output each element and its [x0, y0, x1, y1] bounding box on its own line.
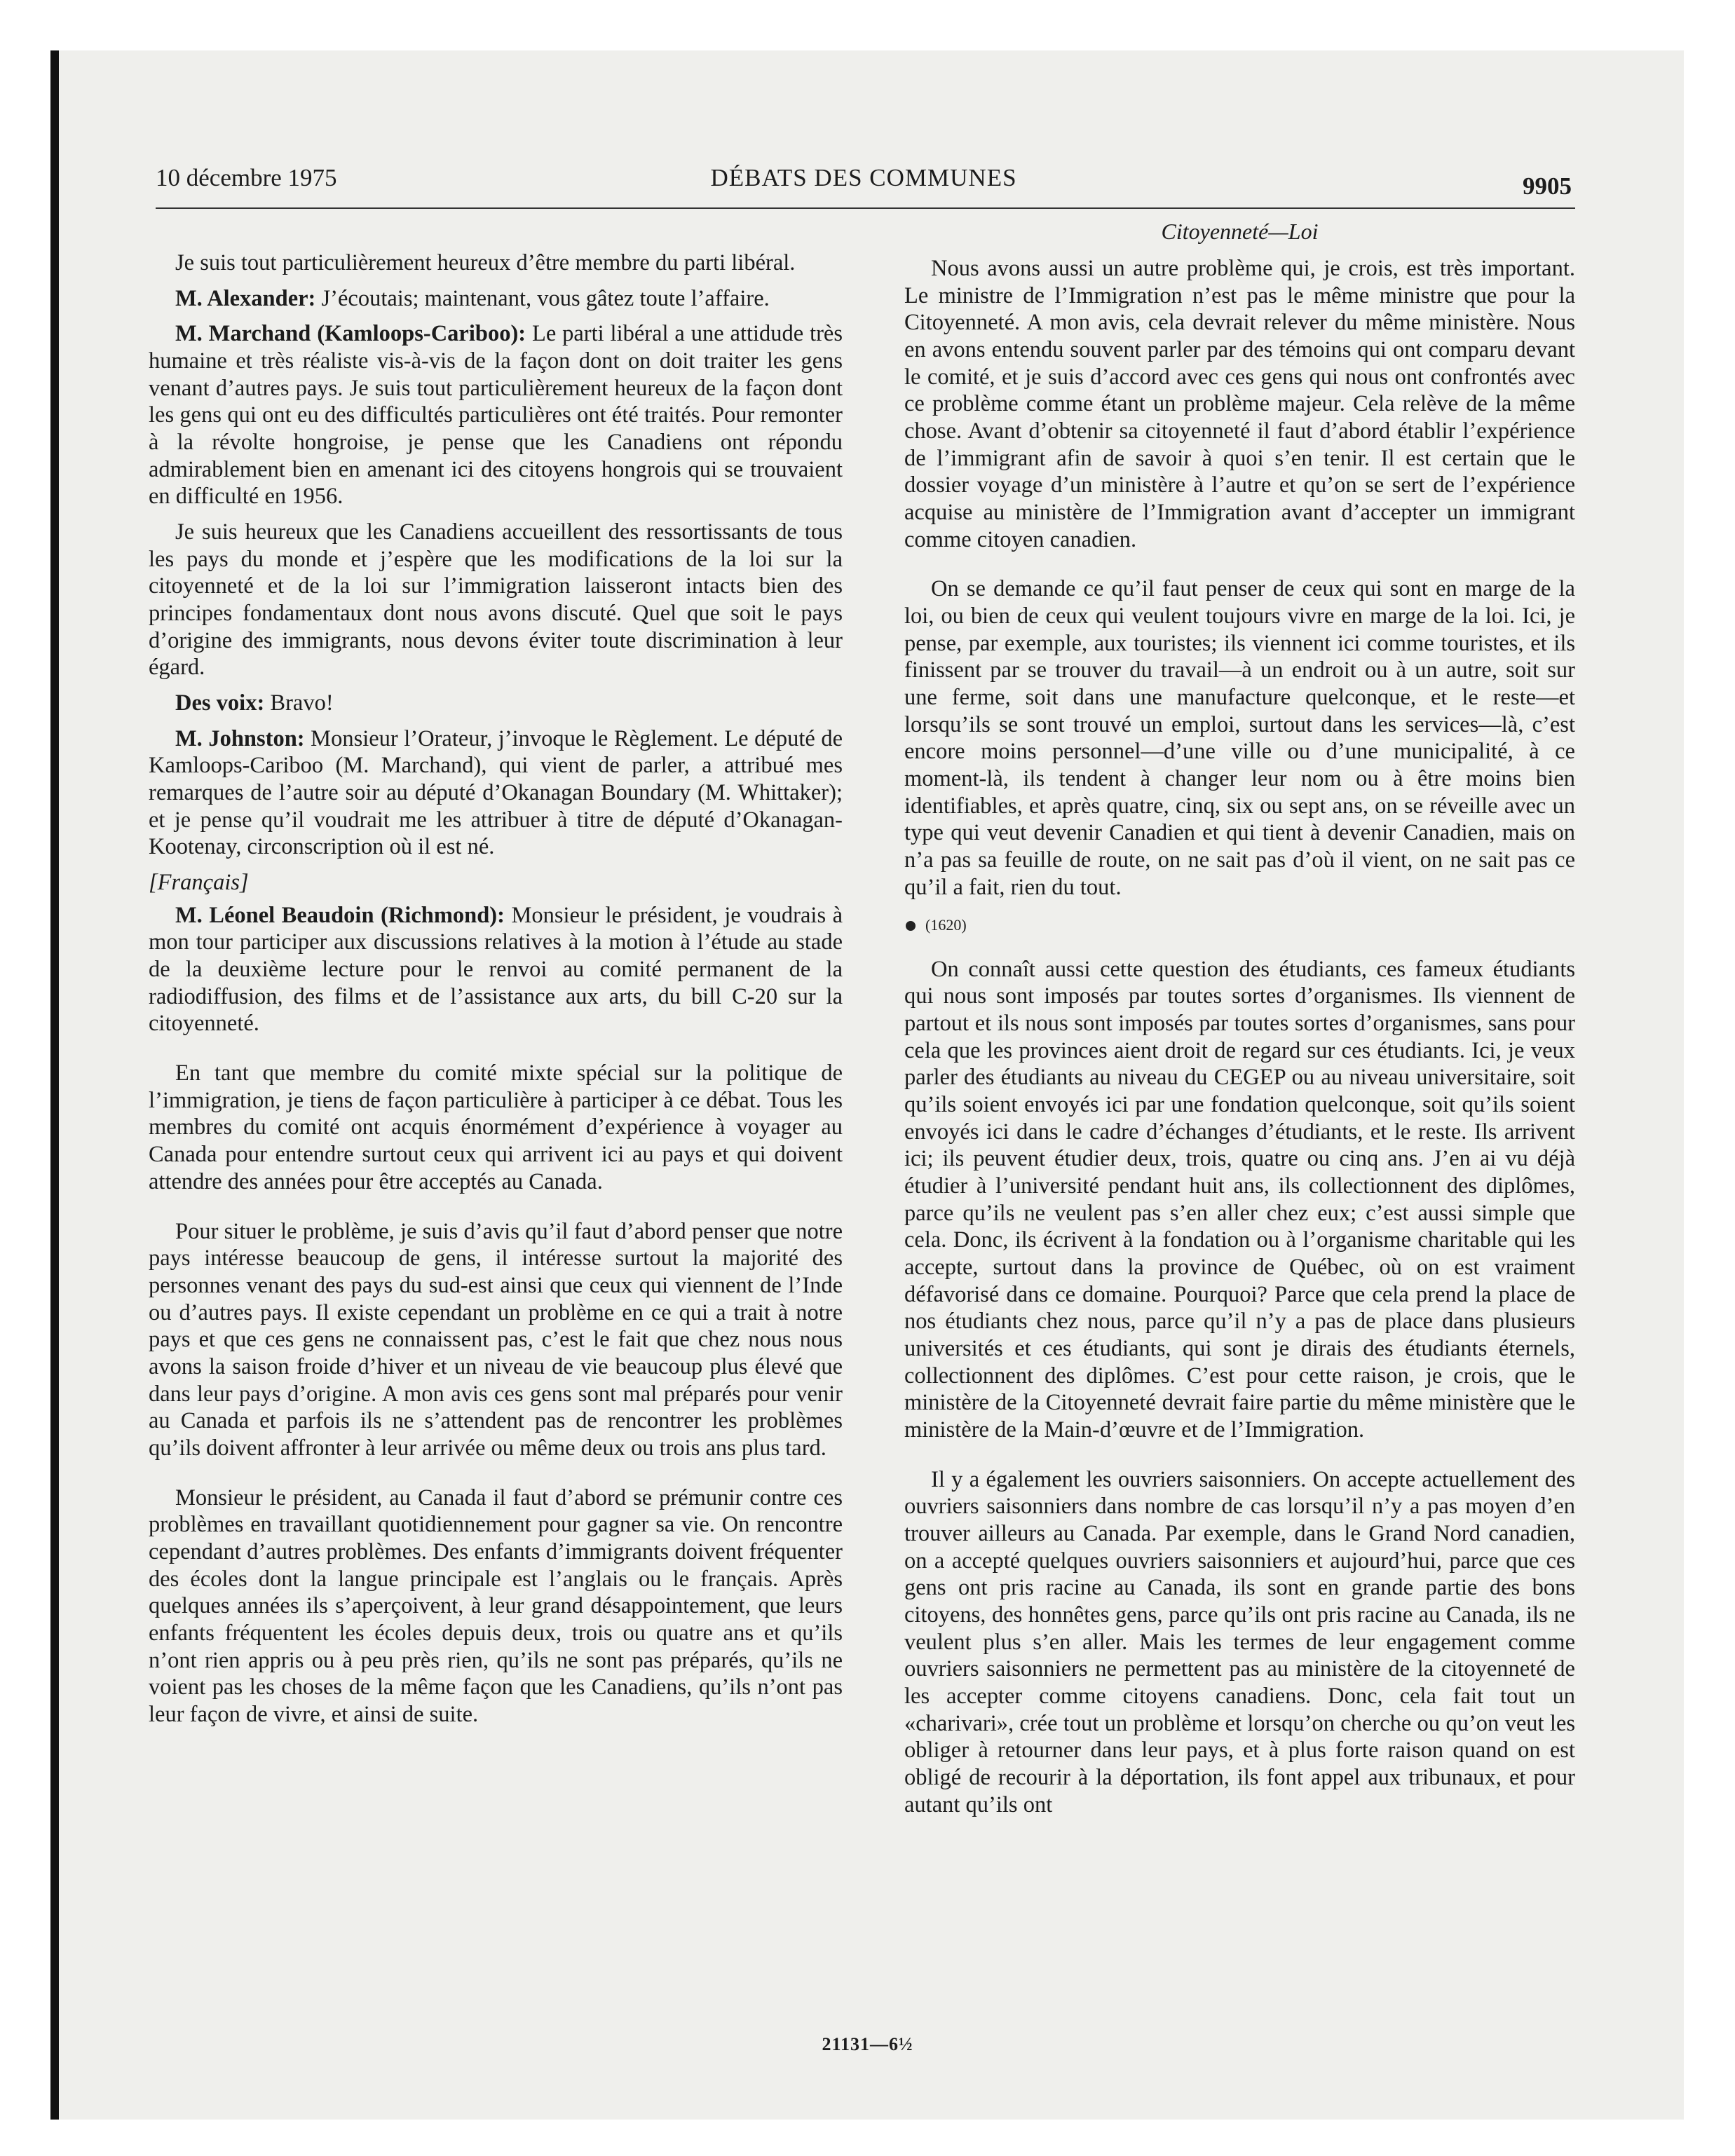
- paragraph-text: Bravo!: [264, 690, 334, 716]
- paragraph-text: En tant que membre du comité mixte spécial sur la politique de l’immigration, je tiens de façon particulière à participer à ce débat. Tous les membres du comité ont acquis énormément d’expérience à voyager au Canada pour entendre surtout ceux qui arrivent ici au pays et qui doivent attendre des années pour être acceptés au Canada.: [149, 1060, 843, 1194]
- paragraph: [149, 320, 843, 510]
- paragraph: [149, 519, 843, 681]
- speaker-name: M. Léonel Beaudoin (Richmond):: [175, 902, 505, 928]
- paragraph: [904, 575, 1575, 901]
- paragraph: [149, 285, 843, 313]
- paragraph-text: Il y a également les ouvriers saisonniers. On accepte actuellement des ouvriers saisonniers dans nombre de cas lorsqu’il n’y a pas moyen d’en trouver ailleurs au Canada. Par exemple, dans le Grand Nord canadien, on a accepté quelques ouvriers saisonniers et aujourd’hui, parce que ces gens ont pris racine au Canada, ils sont en grande partie des bons citoyens, des honnêtes gens, parce qu’ils ont pris racine au Canada, ils ne veulent plus s’en aller. Mais les termes de leur engagement comme ouvriers saisonniers ne permettent pas au ministère de la citoyenneté de les accepter comme citoyens canadiens. Donc, cela fait tout un «charivari», crée tout un problème et lorsqu’on cherche ou qu’on veut les obliger à retourner dans leur pays, et à plus forte raison quand on est obligé de recourir à la déportation, ils font appel aux tribunaux, et pour autant qu’ils ont: [904, 1466, 1575, 1817]
- bullet-icon: [906, 921, 916, 931]
- paragraph: [149, 725, 843, 861]
- paragraph-text: Je suis heureux que les Canadiens accueillent des ressortissants de tous les pays du monde et j’espère que les modifications de la loi sur la citoyenneté et de la loi sur l’immigration laisseront intacts bien des principes fondamentaux dont nous avons discuté. Quel que soit le pays d’origine des immigrants, nous devons éviter toute discrimination à leur égard.: [149, 519, 843, 681]
- paragraph: [904, 1466, 1575, 1819]
- time-marker-text: (1620): [925, 916, 967, 934]
- paragraph: [149, 902, 843, 1037]
- paragraph: [149, 1485, 843, 1728]
- binding-edge: [50, 50, 59, 2120]
- running-head: Citoyenneté—Loi: [1161, 219, 1319, 244]
- paragraph: [904, 255, 1575, 553]
- speaker-name: M. Alexander:: [175, 285, 316, 311]
- paragraph-text: Je suis tout particulièrement heureux d’être membre du parti libéral.: [175, 250, 796, 275]
- paragraph: [149, 250, 843, 277]
- paragraph: [149, 1060, 843, 1195]
- paragraph-text: Monsieur l’Orateur, j’invoque le Règlement. Le député de Kamloops-Cariboo (M. Marchand), qui vient de parler, a attribué mes remarques de l’autre soir au député d’Okanagan Boundary (M. Whittaker); et je pense qu’il voudrait me les attribuer à titre de député d’Okanagan-Kootenay, circonscription où il est né.: [149, 725, 843, 860]
- paragraph-text: Pour situer le problème, je suis d’avis qu’il faut d’abord penser que notre pays intéresse beaucoup de gens, il intéresse surtout la majorité des personnes venant des pays du sud-est ainsi que ceux qui viennent de l’Inde ou d’autres pays. Il existe cependant un problème en ce qui a trait à notre pays et que ces gens ne connaissent pas, c’est le fait que chez nous nous avons la saison froide d’hiver et un niveau de vie beaucoup plus élevé que dans leur pays d’origine. A mon avis ces gens sont mal préparés pour venir au Canada et parfois ils ne s’attendent pas de rencontrer les problèmes qu’ils doivent affronter à leur arrivée ou même deux ou trois ans plus tard.: [149, 1218, 843, 1461]
- right-column: [904, 255, 1575, 1827]
- footer-code: 21131—6½: [822, 2034, 913, 2054]
- speaker-name: M. Marchand (Kamloops-Cariboo):: [175, 321, 526, 347]
- language-marker: [Français]: [149, 870, 249, 896]
- page-number: 9905: [1523, 172, 1572, 200]
- header-title: DÉBATS DES COMMUNES: [710, 164, 1017, 191]
- paragraph: [149, 690, 843, 717]
- paragraph-text: On connaît aussi cette question des étudiants, ces fameux étudiants qui nous sont imposés par toutes sortes d’organismes. Ils viennent de partout et ils nous sont imposés par toutes sortes d’organismes, sans pour cela que les provinces aient droit de regard sur ces étudiants. Ici, je veux parler des étudiants au niveau du CEGEP ou au niveau universitaire, soit qu’ils soient envoyés ici par une fondation quelconque, soit qu’ils soient envoyés ici dans le cadre d’échanges d’étudiants, et le reste. Ils arrivent ici; ils peuvent étudier deux, trois, quatre ou cinq ans. J’en ai vu déjà étudier à l’université pendant huit ans, ils collectionnent des diplômes, parce qu’ils ne veulent pas s’en aller chez eux; c’est aussi simple que cela. Donc, ils écrivent à la fondation ou à l’organisme charitable qui les accepte, surtout dans la province de Québec, où on est vraiment défavorisé dans ce domaine. Pourquoi? Parce que cela prend la place de nos étudiants chez nous, parce qu’il n’y a pas de place dans plusieurs universités et ces étudiants, qui sont je dirais des étudiants éternels, collectionnent des diplômes. C’est pour cette raison, je crois, que le ministère de la Citoyenneté devrait faire partie du même ministère que le ministère de la Main-d’œuvre et de l’Immigration.: [904, 956, 1575, 1443]
- page-header: [156, 160, 1572, 202]
- speaker-name: Des voix:: [175, 690, 265, 716]
- paragraph: [149, 1218, 843, 1462]
- time-marker: [904, 916, 1575, 934]
- header-date: 10 décembre 1975: [156, 164, 337, 191]
- left-column: [149, 250, 843, 1737]
- header-rule: [156, 207, 1575, 209]
- paragraph-text: J’écoutais; maintenant, vous gâtez toute l’affaire.: [315, 285, 770, 311]
- paragraph-text: Monsieur le président, au Canada il faut d’abord se prémunir contre ces problèmes en travaillant quotidiennement pour gagner sa vie. On rencontre cependant d’autres problèmes. Des enfants d’immigrants doivent fréquenter des écoles dont la langue principale est l’anglais ou le français. Après quelques années ils s’aperçoivent, à leur grand désappointement, que leurs enfants fréquentent les écoles depuis deux, trois ou quatre ans et qu’ils n’ont rien appris ou à peu près rien, qu’ils ne sont pas préparés, qu’ils ne voient pas les choses de la même façon que les Canadiens, qu’ils n’ont pas leur façon de vivre, et ainsi de suite.: [149, 1485, 843, 1727]
- paragraph-text: Le parti libéral a une attidude très humaine et très réaliste vis-à-vis de la façon dont on doit traiter les gens venant d’autres pays. Je suis tout particulièrement heureux de la façon dont les gens qui ont eu des difficultés particulières ont été traités. Pour remonter à la révolte hongroise, je pense que les Canadiens ont répondu admirablement bien en amenant ici des citoyens hongrois qui se trouvaient en difficulté en 1956.: [149, 321, 843, 510]
- speaker-name: M. Johnston:: [175, 725, 305, 751]
- paragraph-text: On se demande ce qu’il faut penser de ceux qui sont en marge de la loi, ou bien de ceux qui veulent toujours vivre en marge de la loi. Ici, je pense, par exemple, aux touristes; ils viennent ici comme touristes, et ils finissent par se trouver du travail—à un endroit ou à un autre, soit sur une ferme, soit dans une manufacture quelconque, et le reste—et lorsqu’ils se sont trouvé un emploi, surtout dans les services—là, c’est encore moins personnel—d’une ville ou d’une municipalité, à ce moment-là, ils tendent à changer leur nom ou à être moins bien identifiables, et après quatre, cinq, six ou sept ans, on se réveille avec un type qui veut devenir Canadien et qui tient à devenir Canadien, mais on n’a pas sa feuille de route, on ne sait pas d’où il vient, on ne sait pas ce qu’il a fait, rien du tout.: [904, 576, 1575, 900]
- paragraph-text: Monsieur le président, je voudrais à mon tour participer aux discussions relatives à la motion à l’étude au stade de la deuxième lecture pour le renvoi au comité permanent de la radiodiffusion, des films et de l’assistance aux arts, du bill C-20 sur la citoyenneté.: [149, 902, 843, 1037]
- paragraph: [904, 956, 1575, 1444]
- paragraph-text: Nous avons aussi un autre problème qui, je crois, est très important. Le ministre de l’Immigration n’est pas le même ministre que pour la Citoyenneté. A mon avis, cela devrait relever du même ministère. Nous en avons entendu souvent parler par des témoins qui ont comparu devant le comité, et je suis d’accord avec ces gens qui nous ont confrontés avec ce problème comme étant un problème majeur. Cela relève de la même chose. Avant d’obtenir sa citoyenneté il faut d’abord établir l’expérience de l’immigrant afin de savoir à quoi s’en tenir. Il est certain que le dossier voyage d’un ministère à l’autre et qu’on se sert de l’expérience acquise au ministère de l’Immigration avant d’accepter un immigrant comme citoyen canadien.: [904, 256, 1575, 552]
